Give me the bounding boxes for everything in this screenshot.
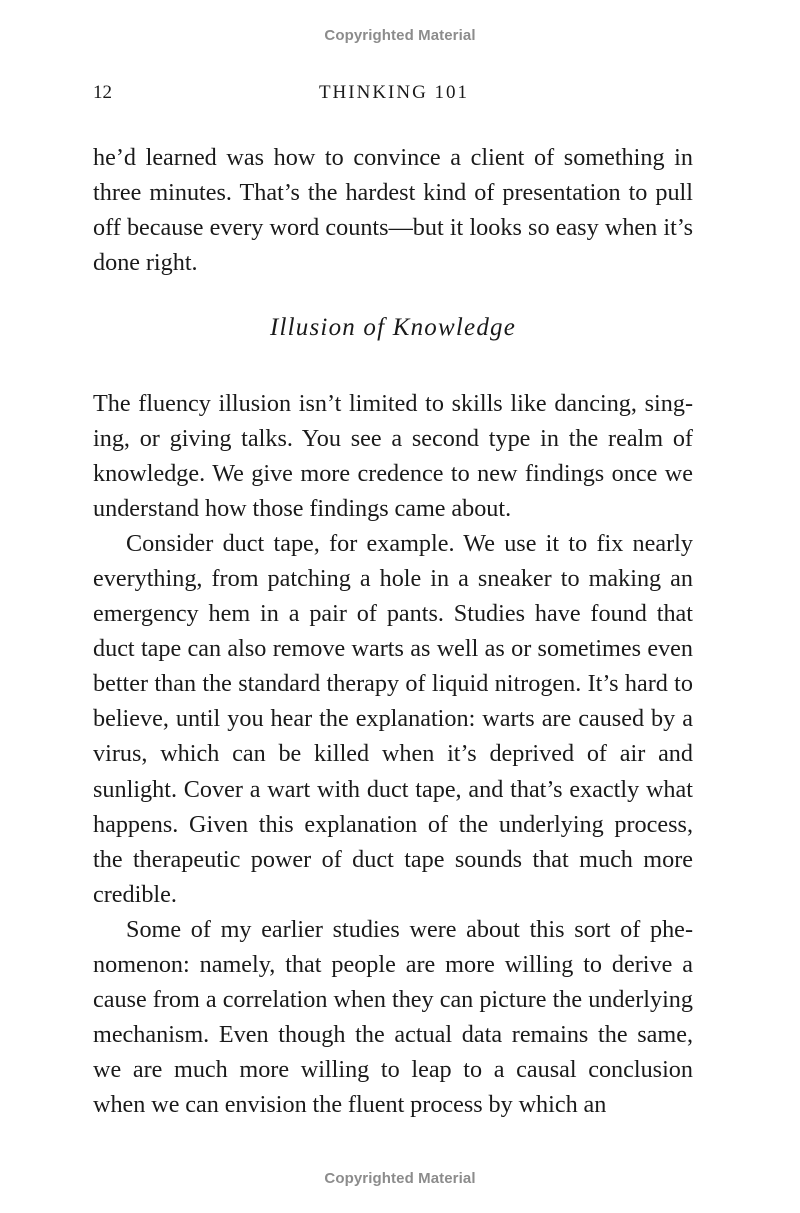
continuation-text xyxy=(93,140,693,280)
paragraph: he’d learned was how to convince a client of something in three minutes. That’s the hardest kind of presentation to pull off because every word counts—but it looks so easy when it’s done right. xyxy=(93,144,693,277)
book-title: THINKING 101 xyxy=(318,82,470,103)
section-heading: Illusion of Knowledge xyxy=(269,314,517,341)
copyright-watermark-top: Copyrighted Material xyxy=(324,27,476,44)
paragraph: The fluency illusion isn’t limited to skills like dancing, singing, or giving talks. You see a second type in the realm of knowledge. We give more credence to new findings once we understand how those findings came about. xyxy=(93,390,693,523)
paragraph: Consider duct tape, for example. We use it to fix nearly everything, from patching a hole in a sneaker to making an emergency hem in a pair of pants. Studies have found that duct tape can also remove warts as well as or sometimes even better than the standard therapy of liquid nitrogen. It’s hard to believe, until you hear the explanation: warts are caused by a virus, which can be killed when it’s deprived of air and sunlight. Cover a wart with duct tape, and that’s exactly what happens. Given this explanation of the underlying process, the therapeutic power of duct tape sounds that much more credible. xyxy=(93,530,693,908)
copyright-watermark-bottom: Copyrighted Material xyxy=(324,1170,476,1187)
running-head xyxy=(93,82,693,106)
paragraph: Some of my earlier studies were about this sort of phenomenon: namely, that people are more willing to derive a cause from a correlation when they can picture the underlying mechanism. Even though the actual data remains the same, we are much more willing to leap to a causal conclusion when we can envision the fluent process by which an xyxy=(93,915,693,1118)
page-number: 12 xyxy=(93,82,112,103)
section-body xyxy=(93,386,693,1122)
